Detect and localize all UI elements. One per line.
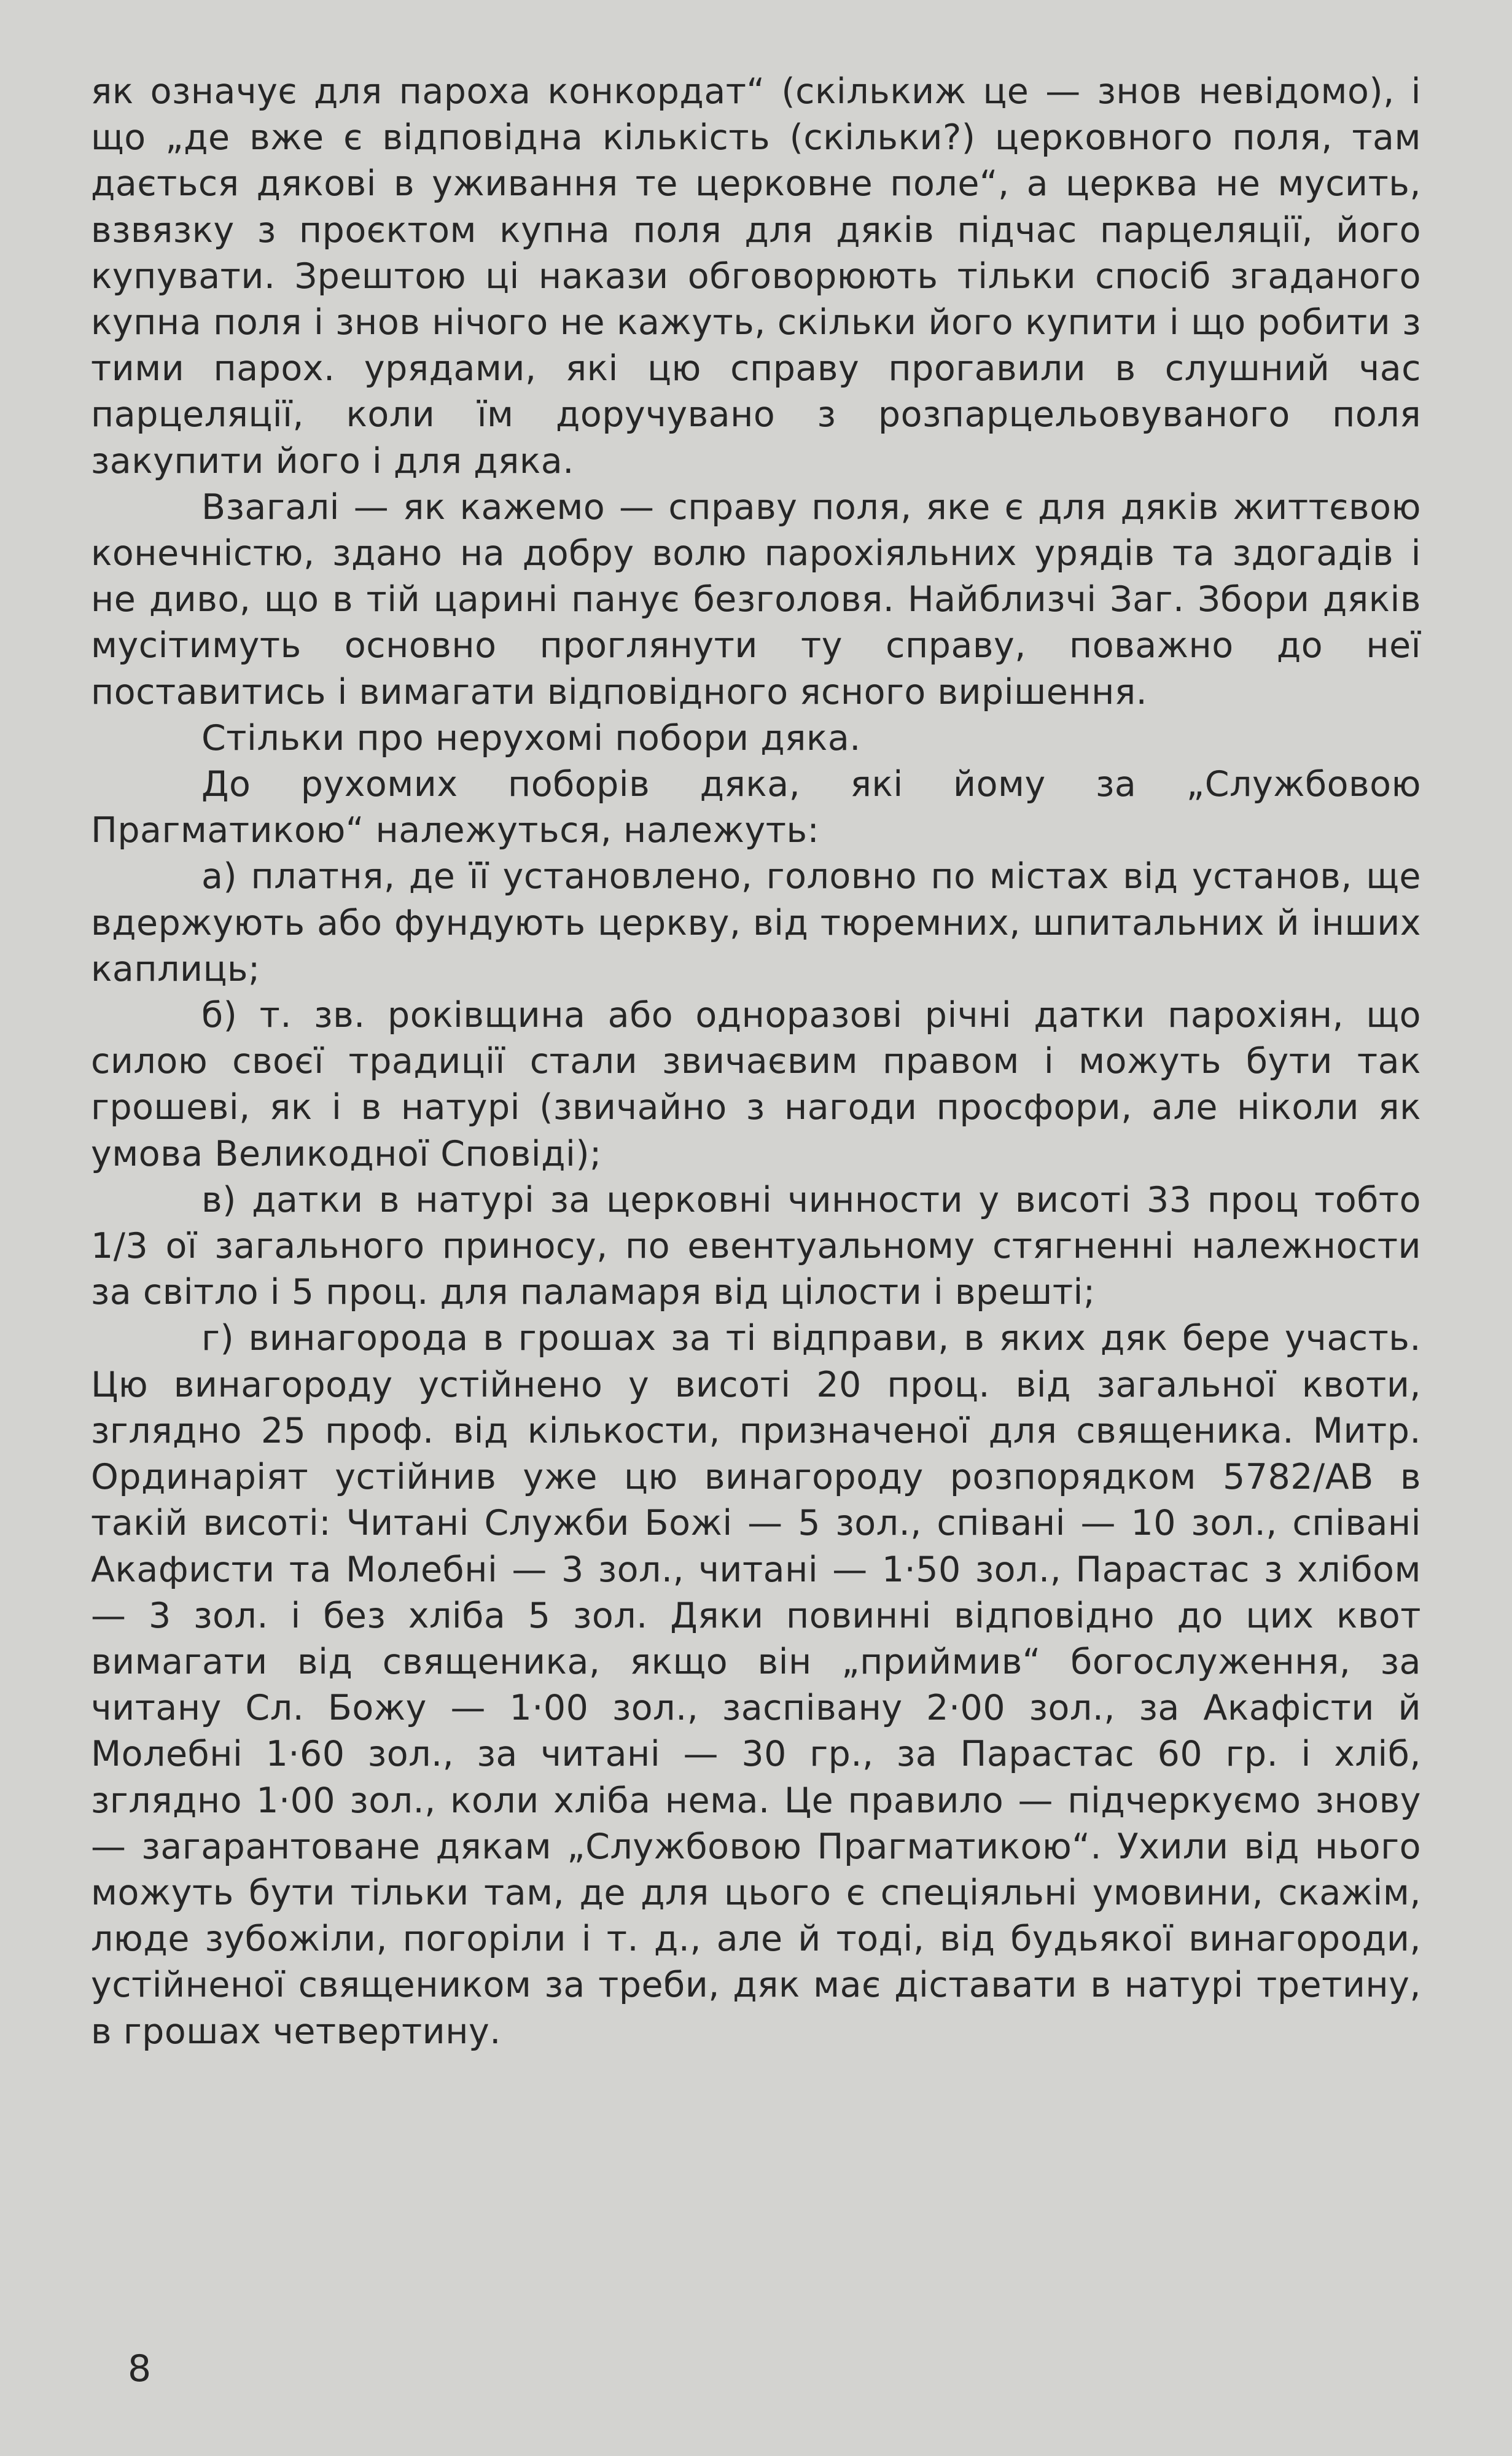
paragraph-item-b: б) т. зв. роківщина або одноразові річні датки парохіян, що силою своєї традиції стали звичаєвим правом і можуть бути так грошеві, як і в натурі (звичайно з нагоди просфори, але ніколи як умова Великодної Сповіді); <box>91 995 1421 1174</box>
paragraph-2: Взагалі — як кажемо — справу поля, яке є для дяків життєвою конечністю, здано на добру волю парохіяльних урядів та здогадів і не диво, що в тій царині панує безголовя. Найблизчі Заг. Збори дяків мусітимуть основно проглянути ту справу, поважно до неї поставитись і вимагати відповідного ясного вирішення. <box>91 486 1421 712</box>
paragraph-3: Стільки про нерухомі побори дяка. <box>201 717 861 758</box>
paragraph-item-a: а) платня, де її установлено, головно по містах від установ, ще вдержують або фундують церкву, від тюремних, шпитальних й інших каплиць; <box>91 856 1421 989</box>
page-number: 8 <box>128 2347 152 2390</box>
body-text <box>91 69 1421 2055</box>
paragraph-item-v: в) датки в натурі за церковні чинности у висоті 33 проц тобто 1/3 ої загального приносу, по евентуальному стягненні належности за світло і 5 проц. для паламаря від цілости і врешті; <box>91 1179 1421 1313</box>
paragraph-item-g: г) винагорода в грошах за ті відправи, в яких дяк бере участь. Цю винагороду устійнено у висоті 20 проц. від загальної квоти, зглядно 25 проф. від кількости, призначеної для священика. Митр. Ординаріят устійнив уже цю винагороду розпорядком 5782/АВ в такій висоті: Читані Служби Божі — 5 зол., співані — 10 зол., співані Акафисти та Молебні — 3 зол., читані — 1·50 зол., Парастас з хлібом — 3 зол. і без хліба 5 зол. Дяки повинні відповідно до цих квот вимагати від священика, якщо він „приймив“ богослуження, за читану Сл. Божу — 1·00 зол., заспівану 2·00 зол., за Акафісти й Молебні 1·60 зол., за читані — 30 гр., за Парастас 60 гр. і хліб, зглядно 1·00 зол., коли хліба нема. Це правило — підчеркуємо знову — загарантоване дякам „Службовою Прагматикою“. Ухили від нього можуть бути тільки там, де для цього є спеціяльні умовини, скажім, люде зубожіли, погоріли і т. д., але й тоді, від будьякої винагороди, устійненої священиком за треби, дяк має діставати в натурі третину, в грошах четвертину. <box>91 1318 1421 2052</box>
paragraph-4: До рухомих поборів дяка, які йому за „Службовою Прагматикою“ належуться, належуть: <box>91 764 1421 851</box>
paragraph-1: як означує для пароха конкордат“ (скількиж це — знов невідомо), і що „де вже є відповідна кількість (скільки?) церковного поля, там дається дякові в уживання те церковне поле“, а церква не мусить, взвязку з проєктом купна поля для дяків підчас парцеляції, його купувати. Зрештою ці накази обговорюють тільки спосіб згаданого купна поля і знов нічого не кажуть, скільки його купити і що робити з тими парох. урядами, які цю справу прогавили в слушний час парцеляції, коли їм доручувано з розпарцельовуваного поля закупити його і для дяка. <box>91 71 1421 481</box>
